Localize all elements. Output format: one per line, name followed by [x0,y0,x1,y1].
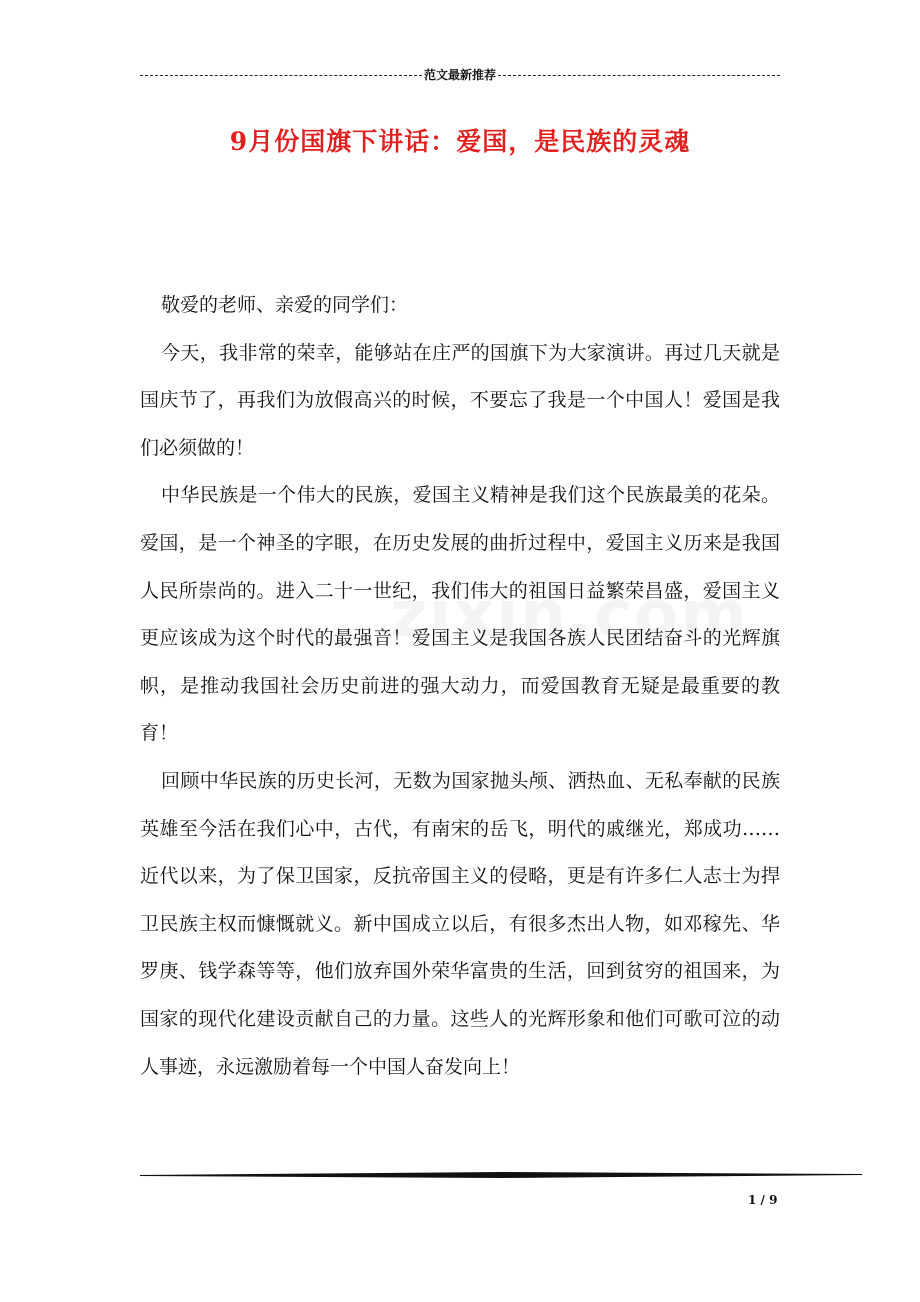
page-number: 1 / 9 [748,1193,778,1207]
paragraph-1: 今天，我非常的荣幸，能够站在庄严的国旗下为大家演讲。再过几天就是国庆节了，再我们为放假高兴的时候，不要忘了我是一个中国人！爱国是我们必须做的！ [140,341,780,459]
document-title: 9月份国旗下讲话：爱国，是民族的灵魂 [229,127,691,156]
header-label: 范文最新推荐 [424,68,497,82]
paragraph-2: 中华民族是一个伟大的民族，爱国主义精神是我们这个民族最美的花朵。爱国，是一个神圣的字眼，在历史发展的曲折过程中，爱国主义历来是我国人民所崇尚的。进入二十一世纪，我们伟大的祖国日益繁荣昌盛，爱国主义更应该成为这个时代的最强音！爱国主义是我国各族人民团结奋斗的光辉旗帜，是推动我国社会历史前进的强大动力，而爱国教育无疑是最重要的教育！ [140,484,780,745]
header-dash-right [498,75,780,76]
document-body [140,282,780,1091]
page-header [140,68,780,82]
paragraph-greeting: 敬爱的老师、亲爱的同学们： [161,294,409,316]
footer-rule [140,1168,862,1180]
header-dash-left [140,75,422,76]
paragraph-3: 回顾中华民族的历史长河，无数为国家抛头颅、洒热血、无私奉献的民族英雄至今活在我们心中，古代，有南宋的岳飞，明代的戚继光，郑成功……近代以来，为了保卫国家，反抗帝国主义的侵略，更是有许多仁人志士为捍卫民族主权而慷慨就义。新中国成立以后，有很多杰出人物，如邓稼先、华罗庚、钱学森等等，他们放弃国外荣华富贵的生活，回到贫穷的祖国来，为国家的现代化建设贡献自己的力量。这些人的光辉形象和他们可歌可泣的动人事迹，永远激励着每一个中国人奋发向上！ [140,769,780,1078]
